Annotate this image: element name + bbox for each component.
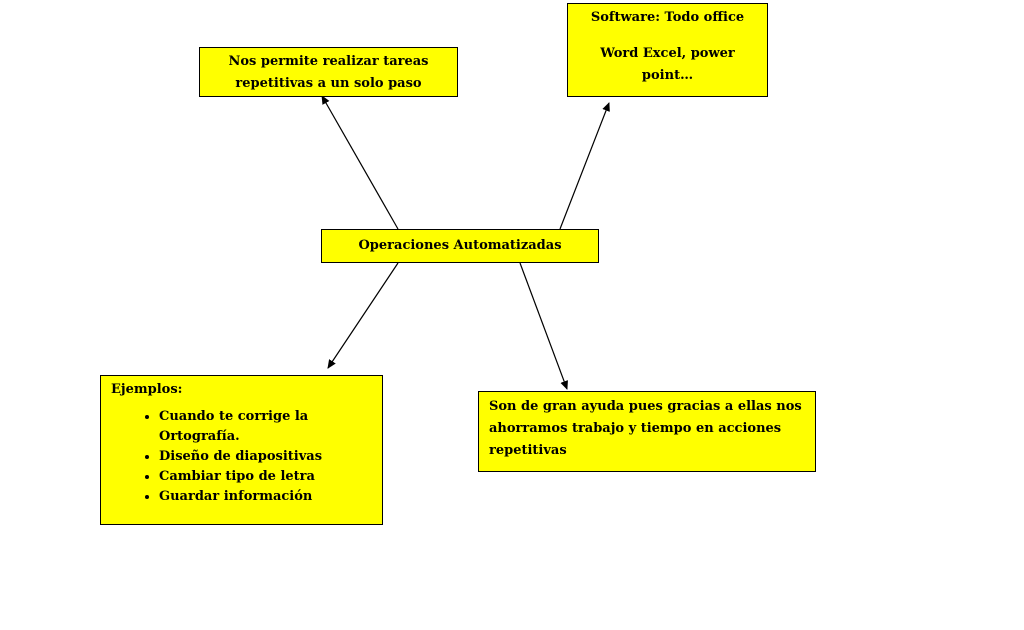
purpose-node: [199, 47, 458, 97]
examples-list: [111, 407, 372, 507]
list-item: • Diseño de diapositivas: [159, 447, 372, 467]
examples-heading: Ejemplos:: [111, 382, 183, 397]
arrow-to-bottom-right: [520, 263, 567, 389]
benefit-text: Son de gran ayuda pues gracias a ellas nos ahorramos trabajo y tiempo en acciones repetitivas: [489, 399, 802, 458]
arrow-to-top-left: [322, 96, 398, 229]
software-title: Software: Todo office: [590, 10, 745, 25]
central-title: Operaciones Automatizadas: [358, 238, 562, 253]
arrow-to-top-right: [560, 103, 609, 229]
list-item: • Guardar información: [159, 487, 372, 507]
purpose-text: Nos permite realizar tareas repetitivas a un solo paso: [228, 54, 429, 91]
software-examples: Word Excel, power point…: [600, 46, 735, 83]
examples-node: [100, 375, 383, 525]
list-item: • Cambiar tipo de letra: [159, 467, 372, 487]
benefit-node: [478, 391, 816, 472]
software-node: [567, 3, 768, 97]
arrow-to-bottom-left: [328, 263, 398, 368]
list-item: • Cuando te corrige la Ortografía.: [159, 407, 372, 447]
central-node: [321, 229, 599, 263]
